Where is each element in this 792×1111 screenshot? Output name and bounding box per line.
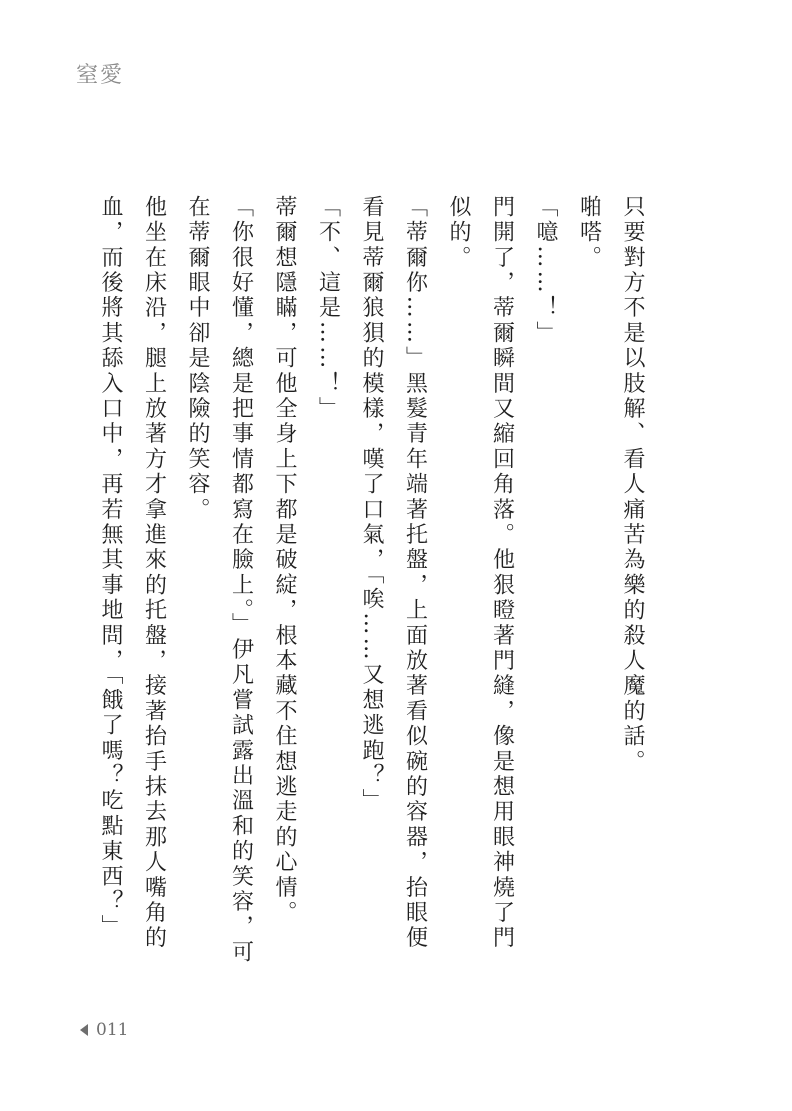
paragraph: 「不、這是……！」 bbox=[315, 195, 341, 422]
paragraph: 門開了，蒂爾瞬間又縮回角落。他狠瞪著門縫，像是想用眼神燒了門似的。 bbox=[446, 195, 515, 951]
paragraph: 啪嗒。 bbox=[576, 195, 602, 271]
paragraph: 只要對方不是以肢解、看人痛苦為樂的殺人魔的話。 bbox=[620, 195, 645, 775]
page-number: 011 bbox=[96, 1020, 129, 1040]
vertical-text-body bbox=[89, 195, 655, 975]
paragraph: 他坐在床沿，腿上放著方才拿進來的托盤，接著抬手抹去那人嘴角的血，而後將其舔入口中，再若無其事地問，「餓了嗎？吃點東西？」 bbox=[98, 195, 167, 951]
paragraph: 蒂爾想隱瞞，可他全身上下都是破綻，根本藏不住想逃走的心情。 bbox=[272, 195, 297, 926]
running-head-book-title: 窒愛 bbox=[76, 63, 125, 88]
left-triangle-icon bbox=[80, 1024, 88, 1036]
paragraph: 「蒂爾你……」黑髮青年端著托盤，上面放著看似碗的容器，抬眼便看見蒂爾狼狽的模樣，嘆了口氣，「唉……又想逃跑？」 bbox=[359, 195, 428, 951]
paragraph: 「你很好懂，總是把事情都寫在臉上。」伊凡嘗試露出溫和的笑容，可在蒂爾眼中卻是陰險的笑容。 bbox=[185, 195, 254, 966]
page-footer bbox=[80, 1020, 128, 1040]
paragraph: 「噫……！」 bbox=[533, 195, 558, 347]
